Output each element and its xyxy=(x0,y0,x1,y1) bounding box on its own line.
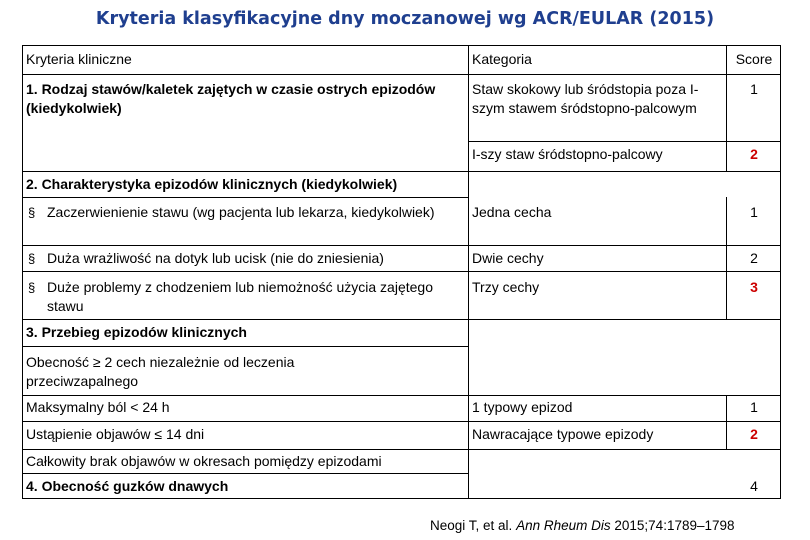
section1-score-2: 2 xyxy=(750,146,758,162)
section3-criterion-1: Maksymalny ból < 24 h xyxy=(26,399,170,415)
citation xyxy=(430,517,735,535)
citation-authors: Neogi T, et al. xyxy=(430,518,513,533)
section3-label: 3. Przebieg epizodów klinicznych xyxy=(26,324,247,340)
section2-category-1: Jedna cecha xyxy=(472,204,552,220)
section3-category-1: 1 typowy epizod xyxy=(472,399,573,415)
section1-score-1: 1 xyxy=(750,81,758,97)
citation-journal: Ann Rheum Dis xyxy=(516,518,611,533)
section2-score-1: 1 xyxy=(750,204,758,220)
section3-intro: Obecność ≥ 2 cech niezależnie od leczenia przeciwzapalnego xyxy=(26,354,295,389)
section2-category-3: Trzy cechy xyxy=(472,279,540,295)
section2-score-3: 3 xyxy=(750,279,758,295)
header-criteria: Kryteria kliniczne xyxy=(26,51,132,67)
bullet-icon: § xyxy=(28,205,36,220)
header-score: Score xyxy=(735,51,773,67)
section3-category-2: Nawracające typowe epizody xyxy=(472,426,654,442)
section4-score: 4 xyxy=(750,478,758,494)
page-title: Kryteria klasyfikacyjne dny moczanowej wg ACR/EULAR (2015) xyxy=(95,9,715,29)
section2-score-2: 2 xyxy=(750,250,758,266)
citation-details: 2015;74:1789–1798 xyxy=(614,518,735,533)
section3-criterion-2: Ustąpienie objawów ≤ 14 dni xyxy=(26,426,205,442)
section2-label: 2. Charakterystyka epizodów klinicznych (kiedykolwiek) xyxy=(26,176,398,192)
section4-label: 4. Obecność guzków dnawych xyxy=(26,478,229,494)
section3-score-2: 2 xyxy=(750,426,758,442)
section3-criterion-3: Całkowity brak objawów w okresach pomiędzy epizodami xyxy=(26,453,382,469)
header-category: Kategoria xyxy=(472,51,532,67)
section1-category-1: Staw skokowy lub śródstopia poza I-szym stawem śródstopno-palcowym xyxy=(472,81,699,116)
section2-criterion-1: Zaczerwienienie stawu (wg pacjenta lub lekarza, kiedykolwiek) xyxy=(47,204,435,220)
section2-criterion-2: Duża wrażliwość na dotyk lub ucisk (nie do zniesienia) xyxy=(47,250,384,266)
section1-label: 1. Rodzaj stawów/kaletek zajętych w czasie ostrych epizodów (kiedykolwiek) xyxy=(26,81,436,116)
section3-score-1: 1 xyxy=(750,399,758,415)
section2-category-2: Dwie cechy xyxy=(472,250,544,266)
bullet-icon: § xyxy=(28,280,36,295)
section1-category-2: I-szy staw śródstopno-palcowy xyxy=(472,146,663,162)
bullet-icon: § xyxy=(28,251,36,266)
section2-criterion-3: Duże problemy z chodzeniem lub niemożność użycia zajętego stawu xyxy=(47,279,433,314)
